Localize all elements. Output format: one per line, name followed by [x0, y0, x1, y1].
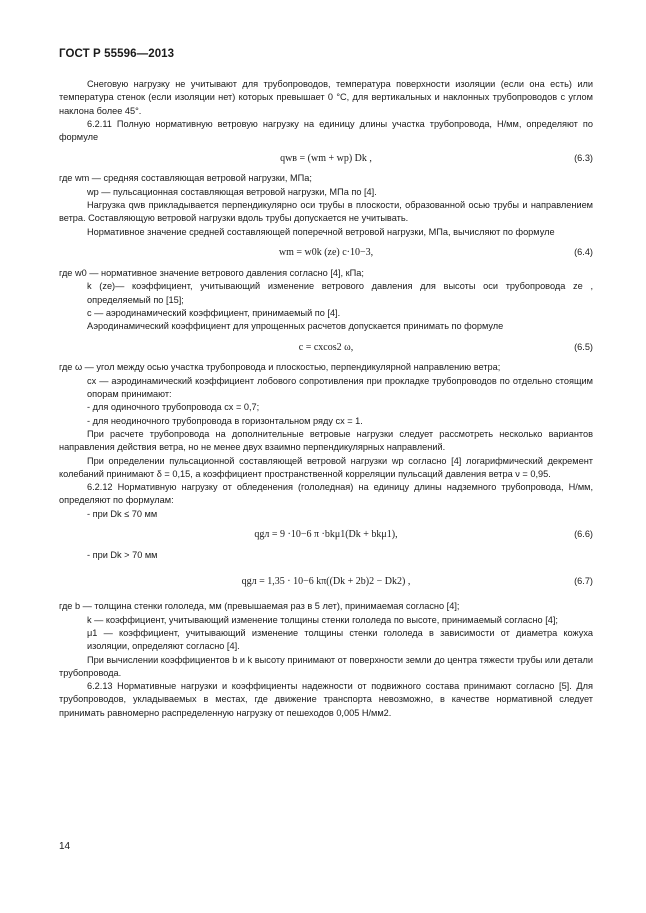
paragraph: wp — пульсационная составляющая ветровой нагрузки, МПа по [4].: [87, 186, 377, 197]
formula-number: (6.5): [574, 341, 593, 352]
formula-number: (6.7): [574, 575, 593, 586]
paragraph: где wm — средняя составляющая ветровой нагрузки, МПа;: [59, 173, 312, 184]
formula: c = cxcos2 ω,: [298, 341, 354, 353]
formula-row: [59, 524, 593, 546]
formula: qgл = 9 ·10−6 π ·bkμ1(Dk + bkμ1),: [254, 529, 398, 541]
paragraph: k — коэффициент, учитывающий изменение толщины стенки гололеда по высоте, принимаемый согласно [4];: [87, 614, 558, 625]
paragraph: При расчете трубопровода на дополнительные ветровые нагрузки следует рассмотреть несколько вариантов направления действия ветра, но не менее двух взаимно перпендикулярных направлений.: [59, 428, 593, 453]
paragraph: - при Dk ≤ 70 мм: [87, 508, 158, 519]
page-number: 14: [59, 841, 71, 852]
document-body: [59, 78, 593, 720]
paragraph: - для неодиночного трубопровода в горизонтальном ряду cx = 1.: [87, 415, 363, 426]
formula-number: (6.4): [574, 247, 593, 258]
paragraph: 6.2.12 Нормативную нагрузку от обледенения (гололедная) на единицу длины надземного трубопровода, Н/мм, определяют по формулам:: [59, 482, 593, 506]
paragraph: Снеговую нагрузку не учитывают для трубопроводов, температура поверхности изоляции (если она есть) или температура стенок (если изоляции нет) которых превышает 0 °С, для вертикальных и наклонных трубопроводов с углом наклона более 45°.: [59, 79, 593, 116]
paragraph: При вычислении коэффициентов b и k высоту принимают от поверхности земли до центра тяжести трубы или детали трубопровода.: [59, 654, 593, 678]
paragraph: - при Dk > 70 мм: [87, 550, 158, 561]
paragraph: 6.2.13 Нормативные нагрузки и коэффициенты надежности от подвижного состава принимают согласно [5]. Для трубопроводов, укладываемых в местах, где движение транспорта невозможно, в качестве нормативной следует принимать равномерно распределенную нагрузку от пешеходов 0,005 Н/мм2.: [59, 681, 593, 718]
formula-number: (6.3): [574, 152, 593, 163]
paragraph: 6.2.11 Полную нормативную ветровую нагрузку на единицу длины участка трубопровода, Н/мм, определяют по формуле: [59, 118, 593, 143]
formula: qgл = 1,35 · 10−6 kπ((Dk + 2b)2 − Dk2) ,: [241, 575, 411, 587]
paragraph: где b — толщина стенки гололеда, мм (превышаемая раз в 5 лет), принимаемая согласно [4];: [59, 601, 460, 612]
paragraph: μ1 — коэффициент, учитывающий изменение толщины стенки гололеда в зависимости от диаметра кожуха изоляции, определяют согласно [4].: [87, 627, 593, 652]
paragraph: cx — аэродинамический коэффициент лобового сопротивления при прокладке трубопроводов по отдельно стоящим опорам принимают:: [87, 375, 593, 400]
paragraph: Аэродинамический коэффициент для упрощенных расчетов допускается принимать по формуле: [87, 321, 504, 332]
paragraph: - для одиночного трубопровода cx = 0,7;: [87, 402, 260, 413]
formula-row: [59, 242, 593, 264]
paragraph: k (ze)— коэффициент, учитывающий изменение ветрового давления для высоты оси трубопровода ze , определяемый по [15];: [87, 281, 593, 305]
document-header: ГОСТ Р 55596—2013: [59, 48, 175, 60]
paragraph: Нормативное значение средней составляющей поперечной ветровой нагрузки, МПа, вычисляют по формуле: [87, 226, 555, 237]
formula-number: (6.6): [574, 529, 593, 540]
formula: qwв = (wm + wp) Dk ,: [280, 152, 372, 164]
paragraph: Нагрузка qwв прикладывается перпендикулярно оси трубы в плоскости, образованной осью трубы и направлением ветра. Составляющую ветровой нагрузки вдоль трубы допускается не учитывать.: [59, 200, 593, 224]
paragraph: При определении пульсационной составляющей ветровой нагрузки wp согласно [4] логарифмический декремент колебаний принимают δ = 0,15, а коэффициент пространственной корреляции пульсаций давления ветра ν = 0,95.: [59, 455, 593, 479]
formula: wm = w0k (ze) c·10−3,: [278, 247, 374, 259]
paragraph: где w0 — нормативное значение ветрового давления согласно [4], кПа;: [59, 267, 364, 278]
paragraph: где ω — угол между осью участка трубопровода и плоскостью, перпендикулярной направлению ветра;: [59, 362, 501, 373]
formula-row: [59, 336, 593, 358]
formula-row: [59, 147, 593, 169]
formula-row: [59, 565, 593, 597]
paragraph: c — аэродинамический коэффициент, принимаемый по [4].: [87, 307, 341, 318]
